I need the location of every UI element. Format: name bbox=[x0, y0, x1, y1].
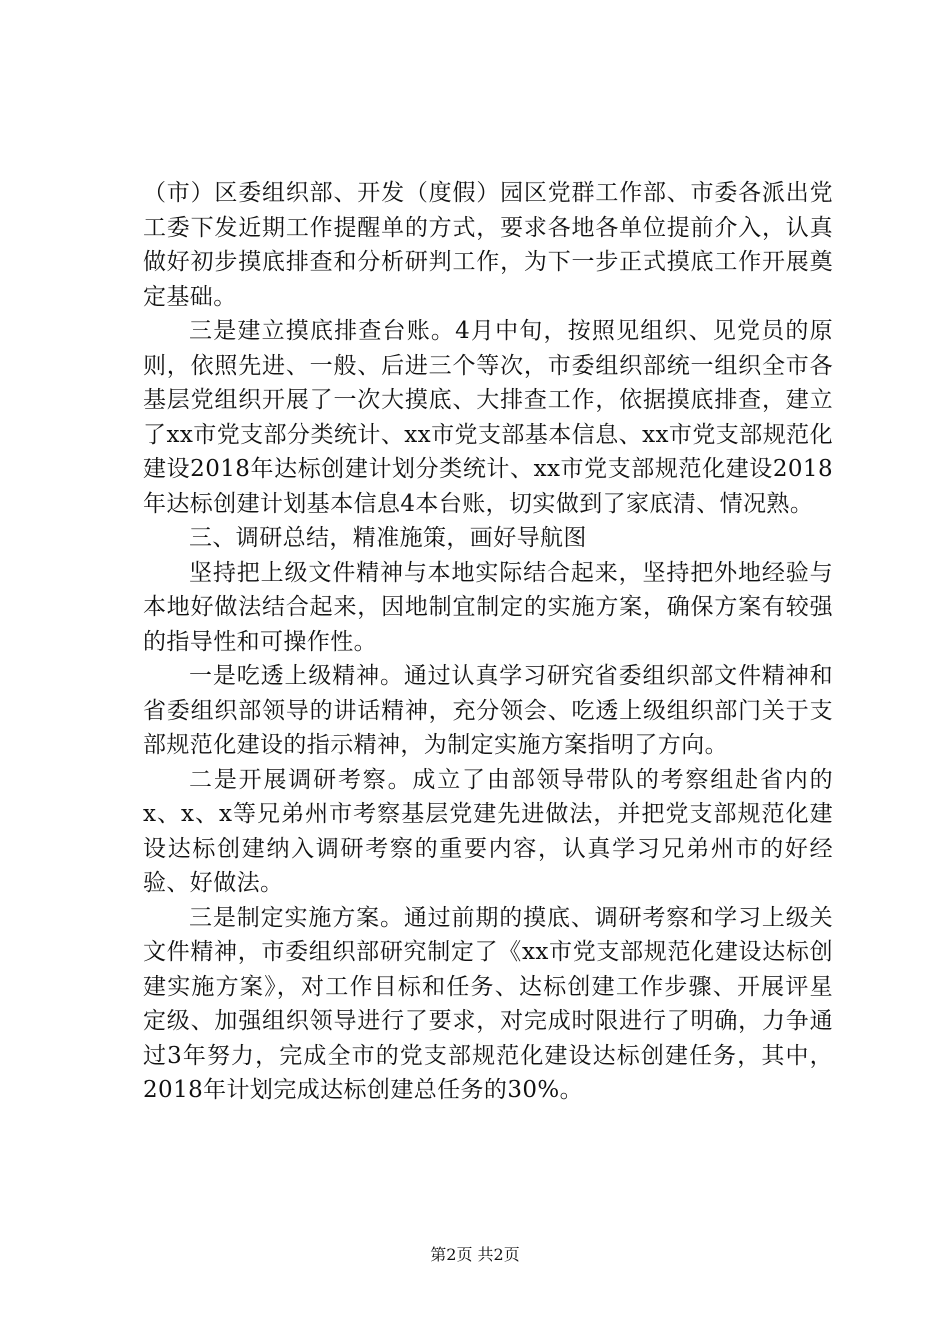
section-heading: 三、调研总结，精准施策，画好导航图 bbox=[189, 525, 587, 551]
page-footer bbox=[0, 1242, 950, 1265]
document-body bbox=[143, 176, 833, 1108]
paragraph-research: 二是开展调研考察。成立了由部领导带队的考察组赴省内的x、x、x等兄弟州市考察基层党建先进做法，并把党支部规范化建设达标创建纳入调研考察的重要内容，认真学习兄弟州市的好经验、好做法。 bbox=[143, 766, 833, 896]
paragraph-study: 一是吃透上级精神。通过认真学习研究省委组织部文件精神和省委组织部领导的讲话精神，充分领会、吃透上级组织部门关于支部规范化建设的指示精神，为制定实施方案指明了方向。 bbox=[143, 663, 833, 758]
paragraph-plan: 三是制定实施方案。通过前期的摸底、调研考察和学习上级关文件精神，市委组织部研究制定了《xx市党支部规范化建设达标创建实施方案》，对工作目标和任务、达标创建工作步骤、开展评星定级、加强组织领导进行了要求，对完成时限进行了明确，力争通过3年努力，完成全市的党支部规范化建设达标创建任务，其中，2018年计划完成达标创建总任务的30%。 bbox=[143, 904, 833, 1103]
paragraph-ledger: 三是建立摸底排查台账。4月中旬，按照见组织、见党员的原则，依照先进、一般、后进三个等次，市委组织部统一组织全市各基层党组织开展了一次大摸底、大排查工作，依据摸底排查，建立了xx市党支部分类统计、xx市党支部基本信息、xx市党支部规范化建设2018年达标创建计划分类统计、xx市党支部规范化建设2018年达标创建计划基本信息4本台账，切实做到了家底清、情况熟。 bbox=[143, 318, 833, 517]
page-number-label: 第2页 共2页 bbox=[430, 1245, 520, 1264]
paragraph-continued: （市）区委组织部、开发（度假）园区党群工作部、市委各派出党工委下发近期工作提醒单的方式，要求各地各单位提前介入，认真做好初步摸底排查和分析研判工作，为下一步正式摸底工作开展奠定基础。 bbox=[143, 180, 833, 310]
paragraph-intro: 坚持把上级文件精神与本地实际结合起来，坚持把外地经验与本地好做法结合起来，因地制宜制定的实施方案，确保方案有较强的指导性和可操作性。 bbox=[143, 559, 833, 655]
